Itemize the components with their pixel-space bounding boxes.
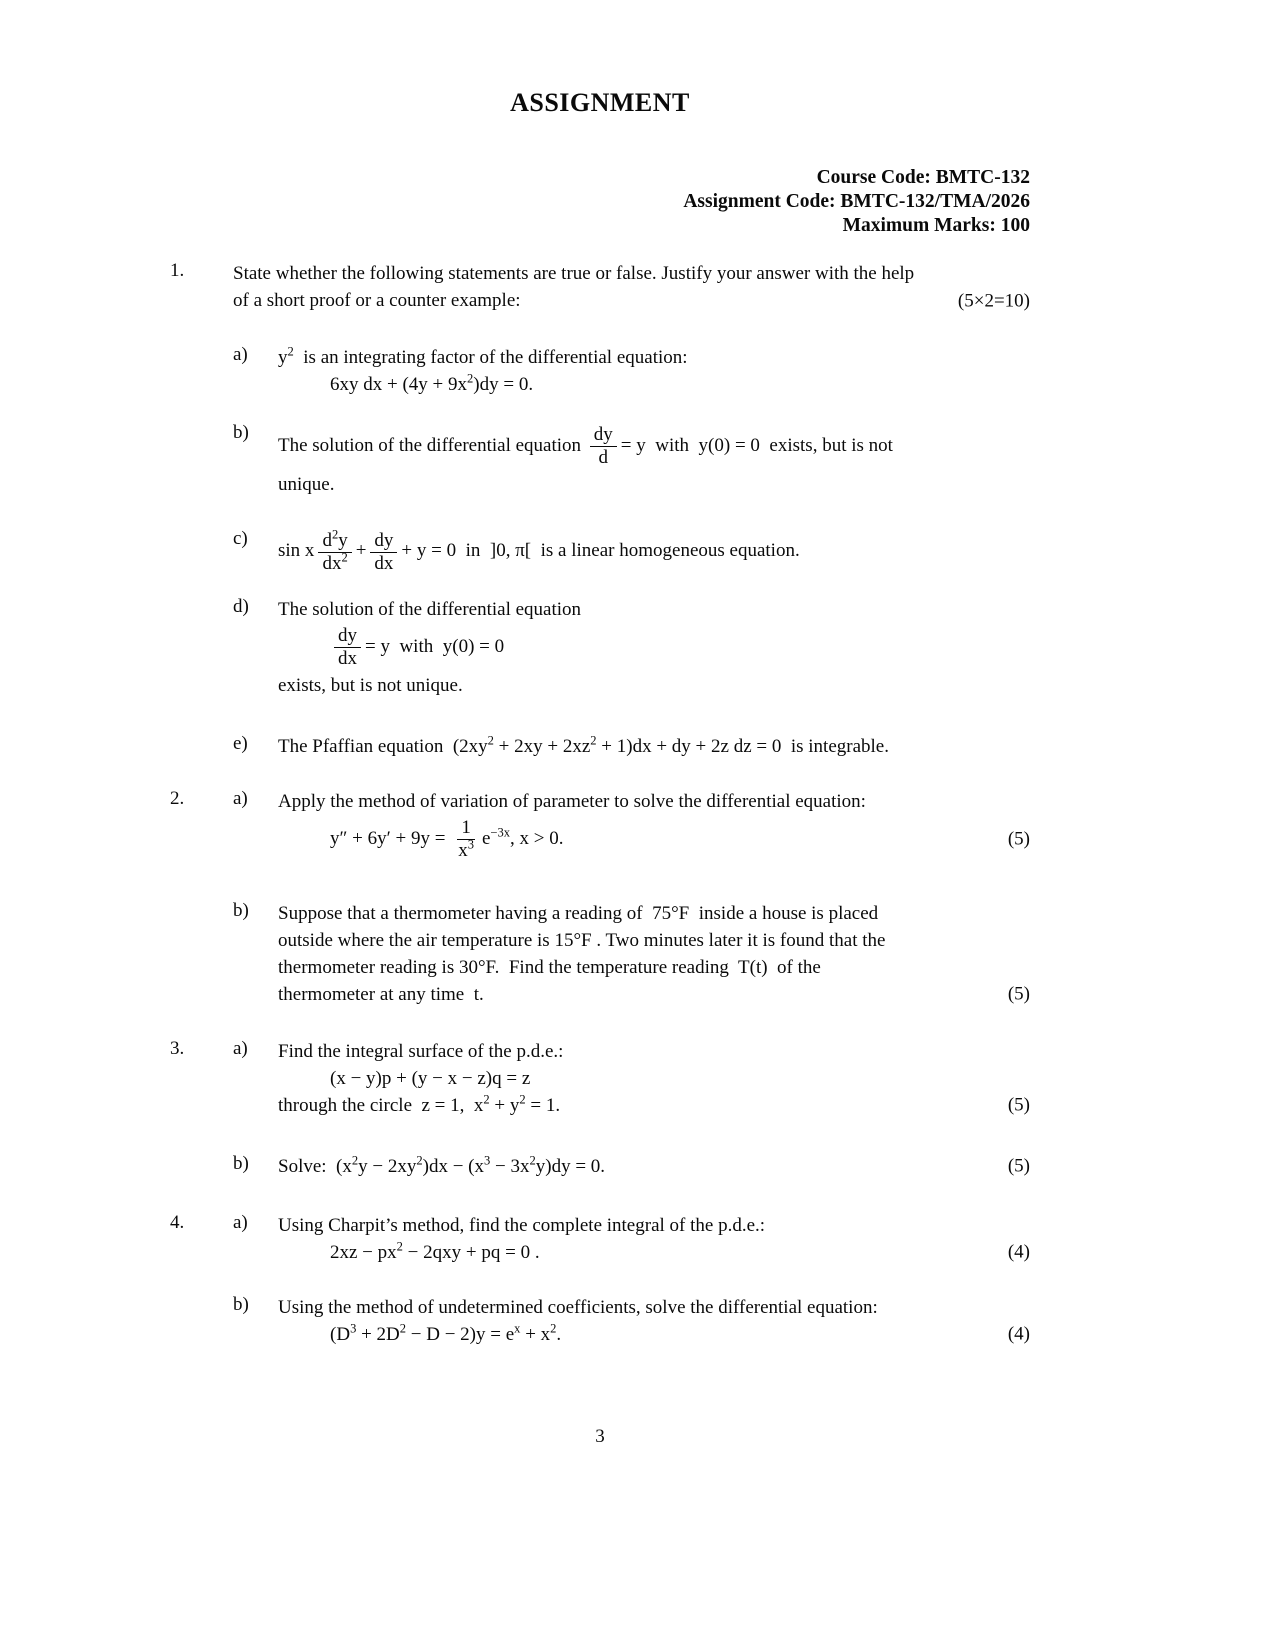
- header-line: Course Code: BMTC-132: [816, 167, 1030, 188]
- text-line: [278, 1239, 1030, 1266]
- text-line: [278, 623, 1030, 672]
- question-letter: b): [233, 899, 249, 921]
- fraction-denominator: $x^3$: [458, 837, 474, 861]
- superscript: 2: [396, 1239, 403, 1254]
- question-body: [278, 1294, 1030, 1348]
- line-text: y″ + 6y′ + 9y = $\frac{1}{x^3}$ $e^{-3x}$, x > 0.: [330, 817, 564, 861]
- line-text: $\frac{dy}{dx}$ = y with y(0) = 0: [330, 636, 504, 657]
- superscript: 2: [351, 1153, 359, 1168]
- text-line: [278, 1153, 1030, 1180]
- question-number: 3.: [170, 1037, 185, 1059]
- line-text: outside where the air temperature is 15°F . Two minutes later it is found that the: [278, 929, 886, 951]
- header-line: Maximum Marks: 100: [842, 215, 1030, 236]
- question-body: [278, 1038, 1030, 1119]
- question-body: [278, 900, 1030, 1008]
- text-line: [278, 815, 1030, 864]
- question-letter: b): [233, 1152, 249, 1174]
- question-row: [170, 344, 1030, 398]
- fraction-numerator: $d^2y$: [318, 530, 351, 553]
- superscript: −3x: [490, 825, 511, 840]
- question-body: [233, 260, 1030, 314]
- line-text: The solution of the differential equation: [278, 599, 582, 621]
- superscript: 2: [341, 550, 348, 565]
- question-row: [170, 1294, 1030, 1348]
- question-row: [170, 900, 1030, 1008]
- question-letter: a): [233, 788, 248, 810]
- question-letter: c): [233, 527, 248, 549]
- line-text: of a short proof or a counter example:: [233, 290, 521, 311]
- question-body: [278, 733, 1030, 760]
- line-text: Using Charpit’s method, find the complete integral of the p.d.e.:: [278, 1214, 766, 1236]
- question-body: [278, 788, 1030, 864]
- text-line: [278, 954, 1030, 981]
- line-text: $(D^3 + 2D^2 - D - 2)y = e^x + x^2$.: [330, 1321, 562, 1345]
- text-line: [278, 471, 1030, 498]
- text-line: [233, 287, 1030, 314]
- question-row: [170, 528, 1030, 577]
- text-line: [278, 528, 1030, 577]
- superscript: 3: [467, 837, 474, 852]
- question-row: [170, 1038, 1030, 1119]
- question-body: [278, 596, 1030, 699]
- header-block: [170, 166, 1030, 238]
- fraction-denominator: dx: [338, 648, 357, 670]
- text-line: [278, 422, 1030, 471]
- text-line: [278, 1092, 1030, 1119]
- text-line: [278, 1294, 1030, 1321]
- fraction-denominator: $dx^2$: [322, 550, 348, 574]
- question-body: [278, 1153, 1030, 1180]
- question-letter: e): [233, 733, 248, 755]
- page-title: ASSIGNMENT: [510, 88, 690, 117]
- line-text: (x − y)p + (y − x − z)q = z: [330, 1067, 531, 1089]
- marks-badge: (5): [1007, 1094, 1030, 1116]
- line-text: exists, but is not unique.: [278, 675, 463, 697]
- superscript: 2: [487, 733, 494, 748]
- marks-badge: (4): [1007, 1241, 1030, 1263]
- question-letter: b): [233, 422, 249, 443]
- fraction: [370, 530, 397, 575]
- question-body: [278, 528, 1030, 577]
- marks-badge: (5): [1007, 828, 1030, 850]
- question-letter: a): [233, 1211, 248, 1233]
- text-line: [233, 260, 1030, 287]
- line-text: Apply the method of variation of parameter to solve the differential equation:: [278, 791, 866, 813]
- question-letter: a): [233, 1037, 248, 1059]
- text-line: [278, 1321, 1030, 1348]
- page-number: 3: [595, 1425, 605, 1447]
- superscript: 2: [287, 344, 294, 359]
- fraction-denominator: dx: [374, 552, 394, 574]
- superscript: 2: [399, 1321, 407, 1336]
- text-line: [278, 371, 1030, 398]
- superscript: 2: [467, 371, 474, 386]
- question-row: [170, 260, 1030, 314]
- question-letter: b): [233, 1293, 249, 1315]
- question-letter: a): [233, 344, 248, 365]
- fraction: [334, 625, 361, 670]
- line-text: Using the method of undetermined coefficients, solve the differential equation:: [278, 1296, 878, 1318]
- text-line: [278, 596, 1030, 623]
- superscript: 2: [529, 1153, 536, 1168]
- marks-badge: (5): [1007, 1155, 1030, 1177]
- marks-badge: (5): [1007, 983, 1030, 1005]
- text-line: [278, 1212, 1030, 1239]
- superscript: 3: [350, 1321, 357, 1336]
- text-line: [278, 672, 1030, 699]
- text-line: [278, 900, 1030, 927]
- superscript: 2: [483, 1092, 490, 1107]
- line-text: $y^2$ is an integrating factor of the differential equation:: [278, 344, 688, 368]
- question-number: 2.: [170, 788, 185, 810]
- text-line: [278, 1038, 1030, 1065]
- question-letter: d): [233, 596, 249, 618]
- header-line: Assignment Code: BMTC-132/TMA/2026: [683, 191, 1030, 212]
- superscript: 3: [484, 1153, 491, 1168]
- fraction-numerator: dy: [334, 625, 361, 648]
- text-line: [278, 733, 1030, 760]
- question-body: [278, 1212, 1030, 1266]
- line-text: thermometer at any time t.: [278, 983, 484, 1005]
- text-line: [278, 788, 1030, 815]
- questions: [170, 260, 1030, 1348]
- question-row: [170, 422, 1030, 498]
- fraction: [590, 424, 617, 469]
- line-text: $2xz - px^2 - 2qxy$ + pq = 0 .: [330, 1239, 540, 1263]
- question-row: [170, 788, 1030, 864]
- line-text: State whether the following statements are true or false. Justify your answer with the help: [233, 263, 915, 284]
- superscript: x: [514, 1321, 521, 1336]
- text-line: [278, 344, 1030, 371]
- marks-badge: (5×2=10): [957, 290, 1030, 311]
- fraction: [454, 817, 478, 862]
- superscript: 2: [519, 1092, 526, 1107]
- question-body: [278, 344, 1030, 398]
- fraction-numerator: dy: [370, 530, 397, 553]
- superscript: 2: [331, 527, 339, 542]
- line-text: Suppose that a thermometer having a reading of 75°F inside a house is placed: [278, 902, 879, 924]
- superscript: 2: [550, 1321, 557, 1336]
- fraction-numerator: dy: [590, 424, 617, 447]
- line-text: Find the integral surface of the p.d.e.:: [278, 1040, 564, 1062]
- line-text: The Pfaffian equation $(2xy^2 + 2xy + 2xz^2 + 1)dx$ + dy + 2z dz = 0 is integrable.: [278, 733, 889, 758]
- line-text: 6xy dx + $(4y + 9x^2)dy = 0$.: [330, 371, 534, 395]
- line-text: Solve: $(x^2y - 2xy^2)dx - (x^3 - 3x^2y)dy = 0$.: [278, 1153, 606, 1177]
- fraction-numerator: 1: [457, 817, 475, 840]
- fraction-denominator: d: [598, 446, 609, 468]
- line-text: thermometer reading is 30°F. Find the temperature reading T(t) of the: [278, 956, 821, 978]
- question-body: [278, 422, 1030, 498]
- text-line: [278, 927, 1030, 954]
- document-body: [170, 0, 1030, 1448]
- question-number: 1.: [170, 260, 185, 281]
- question-row: [170, 1212, 1030, 1266]
- question-row: [170, 733, 1030, 760]
- superscript: 2: [590, 733, 597, 748]
- line-text: sin x $\frac{d^2y}{dx^2}$ + $\frac{dy}{dx}$ + y = 0 in ]0, π[ is a linear homogeneous equation.: [278, 527, 800, 574]
- line-text: through the circle z = 1, $x^2 + y^2 = 1$.: [278, 1092, 561, 1116]
- question-row: [170, 596, 1030, 699]
- text-line: [278, 981, 1030, 1008]
- superscript: 2: [416, 1153, 423, 1168]
- line-text: The solution of the differential equation $\frac{dy}{d}$ = y with y(0) = 0 exists, but is not: [278, 424, 893, 468]
- fraction: [318, 527, 351, 575]
- marks-badge: (4): [1007, 1323, 1030, 1345]
- question-number: 4.: [170, 1211, 185, 1233]
- line-text: unique.: [278, 473, 335, 495]
- question-row: [170, 1153, 1030, 1180]
- text-line: [278, 1065, 1030, 1092]
